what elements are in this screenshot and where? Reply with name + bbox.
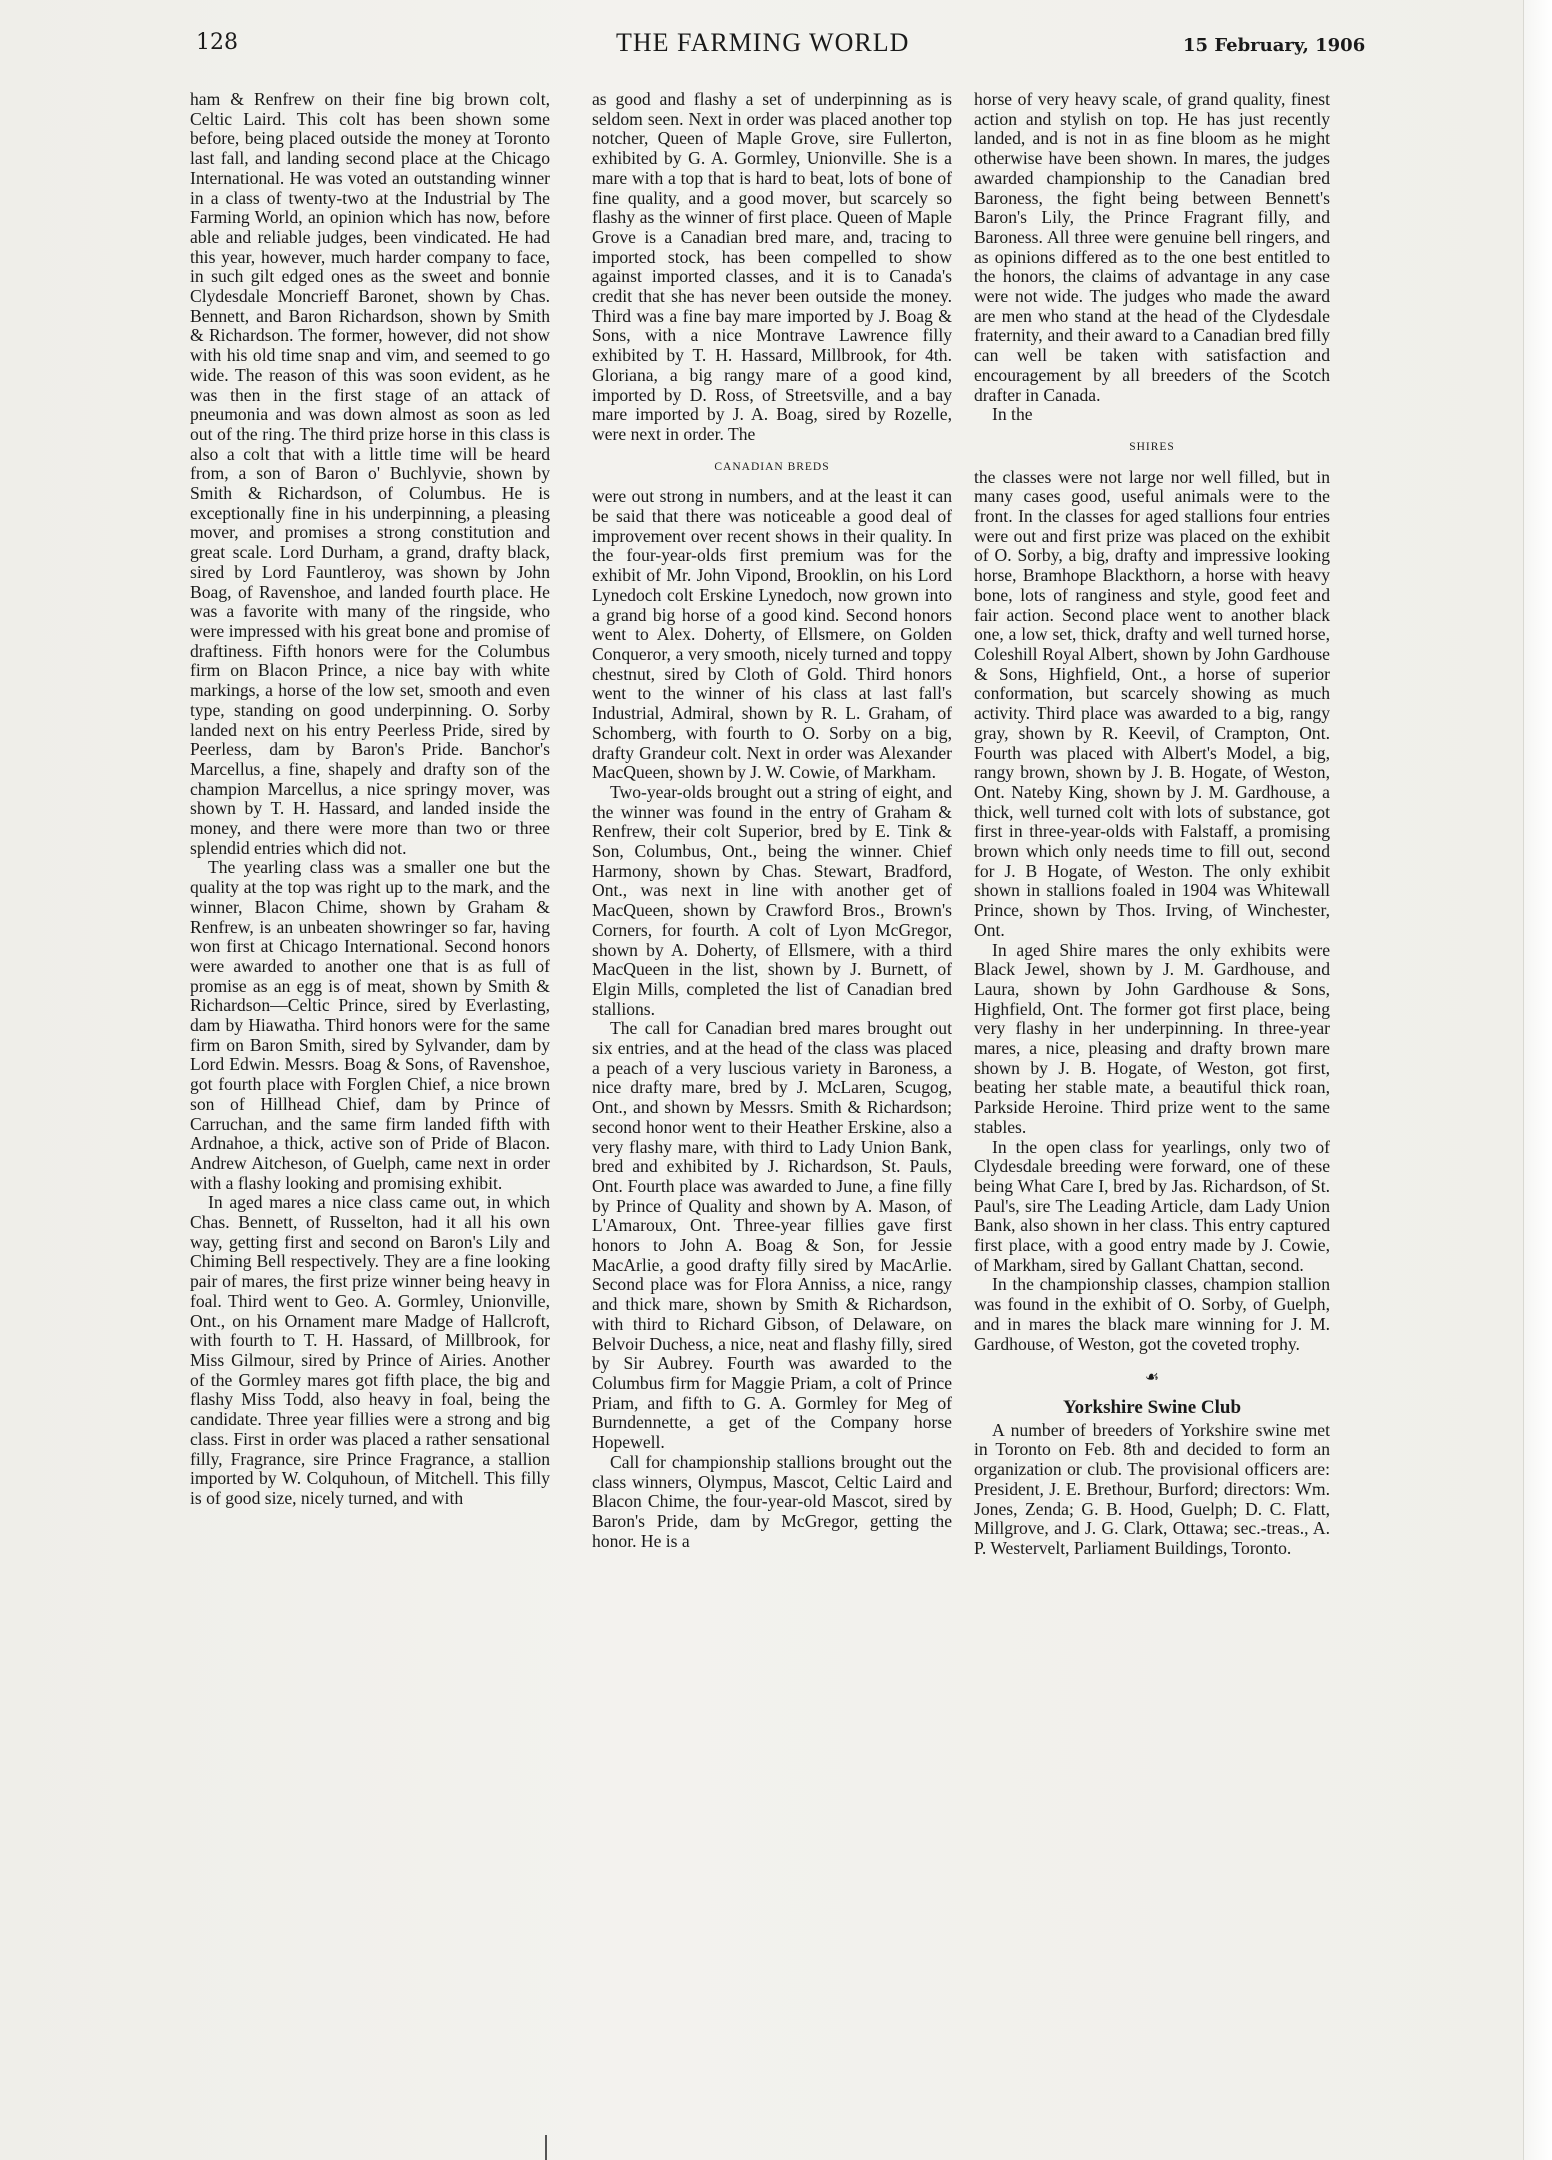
ornament-icon: ☙ [1144,1369,1160,1387]
column-1 [190,90,550,1509]
paragraph: as good and flashy a set of underpinning as is seldom seen. Next in order was placed another top notcher, Queen of Maple Grove, sire Fullerton, exhibited by G. A. Gormley, Unionville. She is a mare with a top that is hard to beat, lots of bone of fine quality, and a good mover, but scarcely so flashy as the winner of first place. Queen of Maple Grove is a Canadian bred mare, and, tracing to imported stock, has been compelled to show against imported classes, and it is to Canada's credit that she has never been outside the money. Third was a fine bay mare imported by J. Boag & Sons, with a nice Montrave Lawrence filly exhibited by T. H. Hassard, Millbrook, for 4th. Gloriana, a big rangy mare of a good kind, imported by D. Ross, of Streetsville, and a bay mare imported by J. A. Boag, sired by Rozelle, were next in order. The [592,89,952,444]
paragraph: In aged Shire mares the only exhibits were Black Jewel, shown by J. M. Gardhouse, and Laura, shown by John Gardhouse & Sons, Highfield, Ont. The former got first place, being very flashy in her underpinning. In three-year mares, a nice, pleasing and drafty brown mare shown by J. B. Hogate, of Weston, got first, beating her stable mate, a beautiful thick roan, Parkside Heroine. Third prize went to the same stables. [974,939,1330,1137]
paragraph: Two-year-olds brought out a string of eight, and the winner was found in the entry of Graham & Renfrew, their colt Superior, bred by E. Tink & Son, Columbus, Ont., being the winner. Chief Harmony, shown by Chas. Stewart, Bradford, Ont., was next in line with another get of MacQueen, shown by Crawford Bros., Brown's Corners, for fourth. A colt of Lyon McGregor, shown by A. Doherty, of Ellsmere, with a third MacQueen in the list, shown by J. Burnett, of Elgin Mills, completed the list of Canadian bred stallions. [592,781,952,1019]
paragraph: Call for championship stallions brought out the class winners, Olympus, Mascot, Celtic Laird and Blacon Chime, the four-year-old Mascot, sired by Baron's Pride, dam by McGregor, getting the honor. He is a [592,1451,952,1551]
paragraph: were out strong in numbers, and at the least it can be said that there was noticeable a good deal of improvement over recent shows in their quality. In the four-year-olds first premium was for the exhibit of Mr. John Vipond, Brooklin, on his Lord Lynedoch colt Erskine Lynedoch, now grown into a grand big horse of a good kind. Second honors went to Alex. Doherty, of Ellsmere, on Golden Conqueror, a very smooth, nicely turned and toppy chestnut, sired by Cloth of Gold. Third honors went to the winner of his class at last fall's Industrial, Admiral, shown by R. L. Graham, of Schomberg, with fourth to O. Sorby on a big, drafty Grandeur colt. Next in order was Alexander MacQueen, shown by J. W. Cowie, of Markham. [592,486,952,783]
column-3 [974,90,1330,1559]
paragraph: horse of very heavy scale, of grand quality, finest action and stylish on top. He has just recently landed, and is not in as fine bloom as he might otherwise have been shown. In mares, the judges awarded championship to the Canadian bred Baroness, the fight being between Bennett's Baron's Lily, the Prince Fragrant filly, and Baroness. All three were genuine bell ringers, and as opinions differed as to the one best entitled to the honors, the claims of advantage in any case were not wide. The judges who made the award are men who stand at the head of the Clydesdale fraternity, and their award to a Canadian bred filly can well be taken with satisfaction and encouragement by all breeders of the Scotch drafter in Canada. [974,89,1330,405]
column-2 [592,90,952,1551]
subheading-canadian-breds: CANADIAN BREDS [714,460,830,473]
subheading-shires: SHIRES [1129,440,1175,453]
paragraph: ham & Renfrew on their fine big brown colt, Celtic Laird. This colt has been shown some before, being placed outside the money at Toronto last fall, and landing second place at the Chicago International. He was voted an outstanding winner in a class of twenty-two at the Industrial by The Farming World, an opinion which has now, before able and reliable judges, been vindicated. He had this year, however, much harder company to face, in such gilt edged ones as the sweet and bonnie Clydesdale Moncrieff Baronet, shown by Chas. Bennett, and Baron Richardson, shown by Smith & Richardson. The former, however, did not show with his old time snap and vim, and seemed to go wide. The reason of this was soon evident, as he was then in the first stage of an attack of pneumonia and was down almost as soon as led out of the ring. The third prize horse in this class is also a colt that with a little time will be heard from, a son of Baron o' Buchlyvie, shown by Smith & Richardson, of Columbus. He is exceptionally fine in his underpinning, a pleasing mover, and promises a strong constitution and great scale. Lord Durham, a grand, drafty black, sired by Lord Fauntleroy, was shown by John Boag, of Ravenshoe, and landed fourth place. He was a favorite with many of the ringside, who were impressed with his great bone and promise of draftiness. Fifth honors were for the Columbus firm on Blacon Prince, a nice bay with white markings, a horse of the low set, smooth and even type, standing on good underpinning. O. Sorby landed next on his entry Peerless Pride, sired by Peerless, dam by Baron's Pride. Banchor's Marcellus, a fine, shapely and drafty son of the champion Marcellus, a nice springy mover, was shown by T. H. Hassard, and landed inside the money, and there were more than two or three splendid entries which did not. [190,89,550,858]
issue-date: 15 February, 1906 [1183,35,1366,56]
section-title: Yorkshire Swine Club [1062,1397,1242,1418]
page-edge [1523,0,1552,2160]
paragraph: In the open class for yearlings, only two of Clydesdale breeding were forward, one of these being What Care I, bred by Jas. Richardson, of St. Paul's, sire The Leading Article, dam Lady Union Bank, also shown in her class. This entry captured first place, with a good entry made by J. Cowie, of Markham, sired by Gallant Chattan, second. [974,1136,1330,1275]
paragraph: The yearling class was a smaller one but the quality at the top was right up to the mark, and the winner, Blacon Chime, shown by Graham & Renfrew, is an unbeaten showringer so far, having won first at Chicago International. Second honors were awarded to another one that is as full of promise as an egg is of meat, shown by Smith & Richardson—Celtic Prince, sired by Everlasting, dam by Hiawatha. Third honors were for the same firm on Baron Smith, sired by Sylvander, dam by Lord Edwin. Messrs. Boag & Sons, of Ravenshoe, got fourth place with Forglen Chief, a nice brown son of Hillhead Chief, dam by Prince of Carruchan, and the same firm landed fifth with Ardnahoe, a thick, active son of Pride of Blacon. Andrew Aitcheson, of Guelph, came next in order with a flashy looking and promising exhibit. [190,857,550,1193]
paragraph: In the championship classes, champion stallion was found in the exhibit of O. Sorby, of Guelph, and in mares the black mare winning for J. M. Gardhouse, of Weston, got the coveted trophy. [974,1274,1330,1354]
publication-title: THE FARMING WORLD [616,28,910,57]
page-mark [545,2135,547,2160]
page-number: 128 [196,30,238,55]
paragraph: A number of breeders of Yorkshire swine met in Toronto on Feb. 8th and decided to form an organization or club. The provisional officers are: President, J. E. Brethour, Burford; directors: Wm. Jones, Zenda; G. B. Hood, Guelph; D. C. Flatt, Millgrove, and J. G. Clark, Ottawa; sec.-treas., A. P. Westervelt, Parliament Buildings, Toronto. [974,1419,1330,1558]
paragraph: The call for Canadian bred mares brought out six entries, and at the head of the class was placed a peach of a very luscious variety in Baroness, a nice drafty mare, bred by J. McLaren, Scugog, Ont., and shown by Messrs. Smith & Richardson; second honor went to their Heather Erskine, also a very flashy mare, with third to Lady Union Bank, bred and exhibited by J. Richardson, St. Pauls, Ont. Fourth place was awarded to June, a fine filly by Prince of Quality and shown by A. Mason, of L'Amaroux, Ont. Three-year fillies gave first honors to John A. Boag & Son, for Jessie MacArlie, a good drafty filly sired by MacArlie. Second place was for Flora Anniss, a nice, rangy and thick mare, shown by Smith & Richardson, with third to Richard Gibson, of Delaware, on Belvoir Duchess, a nice, neat and flashy filly, sired by Sir Aubrey. Fourth was awarded to the Columbus firm for Maggie Priam, a colt of Prince Priam, and fifth to G. A. Gormley for Meg of Burndennette, a get of the Company horse Hopewell. [592,1018,952,1453]
paragraph: the classes were not large nor well filled, but in many cases good, useful animals were to the front. In the classes for aged stallions four entries were out and first prize was placed on the exhibit of O. Sorby, a big, drafty and impressive looking horse, Bramhope Blackthorn, a horse with heavy bone, lots of ranginess and style, good feet and fair action. Second place went to another black one, a low set, thick, drafty and well turned horse, Coleshill Royal Albert, shown by John Gardhouse & Sons, Highfield, Ont., a horse of superior conformation, but scarcely showing as much activity. Third place was awarded to a big, rangy gray, shown by R. Keevil, of Crampton, Ont. Fourth was placed with Albert's Model, a big, rangy brown, shown by J. B. Hogate, of Weston, Ont. Nateby King, shown by J. M. Gardhouse, a thick, well turned colt with lots of substance, got first in three-year-olds with Falstaff, a promising brown which only needs time to fill out, second for J. B Hogate, of Weston. The only exhibit shown in stallions foaled in 1904 was Whitewall Prince, shown by Thos. Irving, of Winchester, Ont. [974,466,1330,940]
page-header [0,28,1552,68]
paragraph: In aged mares a nice class came out, in which Chas. Bennett, of Russelton, had it all his own way, getting first and second on Baron's Lily and Chiming Bell respectively. They are a fine looking pair of mares, the first prize winner being heavy in foal. Third went to Geo. A. Gormley, Unionville, Ont., on his Ornament mare Madge of Hallcroft, with fourth to T. H. Hassard, of Millbrook, for Miss Gilmour, sired by Prince of Airies. Another of the Gormley mares got fifth place, the big and flashy Miss Todd, also heavy in foal, being the candidate. Three year fillies were a strong and big class. First in order was placed a rather sensational filly, Fragrance, sire Prince Fragrance, a stallion imported by W. Colquhoun, of Mitchell. This filly is of good size, nicely turned, and with [190,1192,550,1508]
paragraph: In the [992,404,1033,425]
